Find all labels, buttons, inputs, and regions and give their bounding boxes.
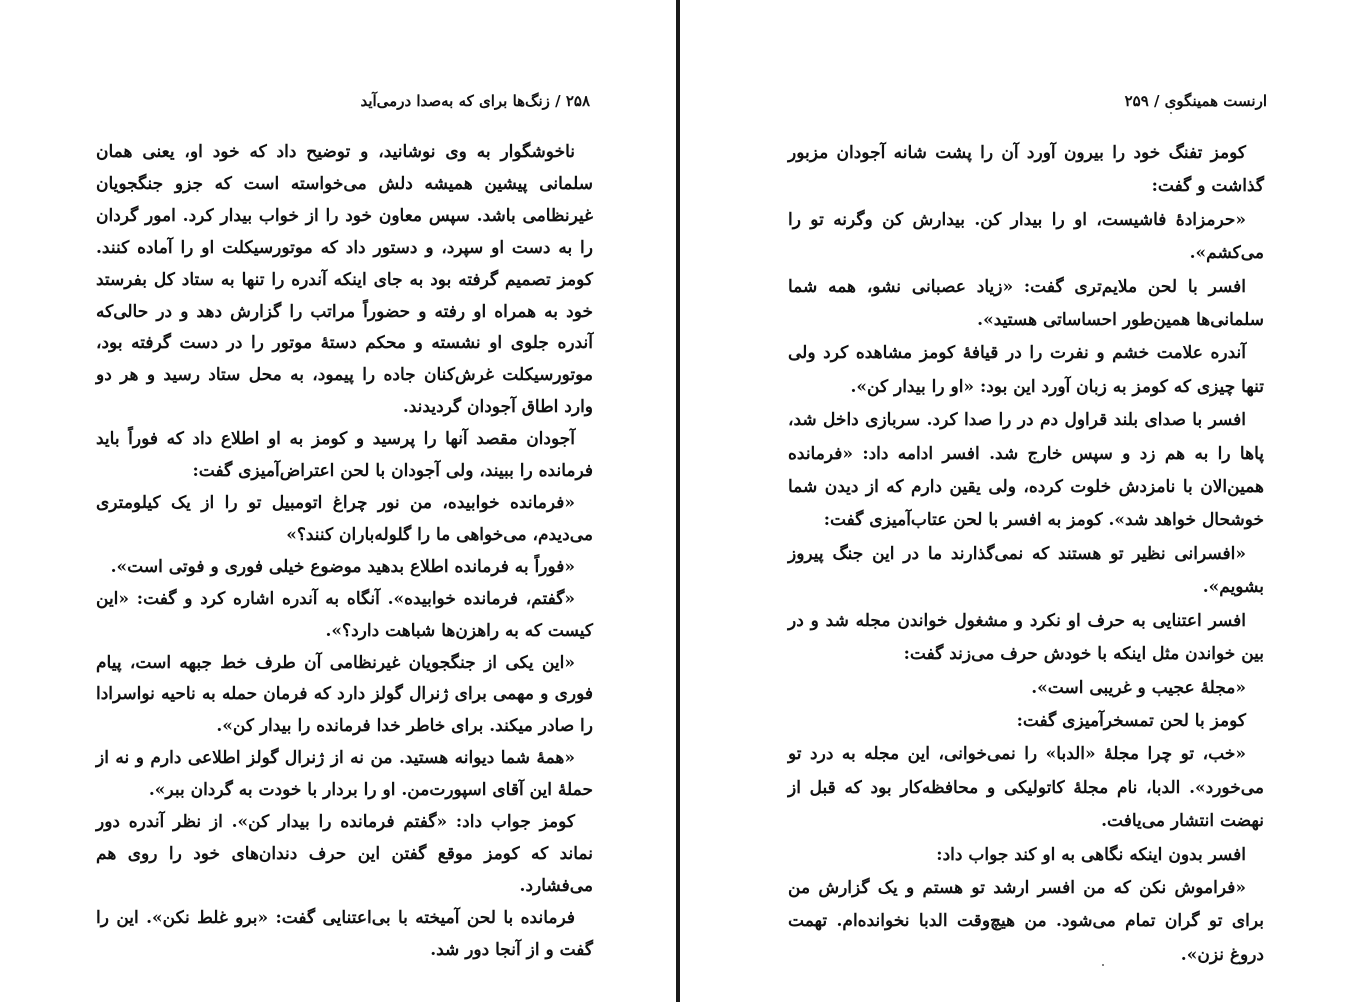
- left-page-header: ۲۵۸ / زنگ‌ها برای که به‌صدا درمی‌آید: [360, 92, 590, 110]
- paragraph: کومز تفنگ خود را بیرون آورد آن را پشت شانه آجودان مزبور گذاشت و گفت:: [788, 143, 1264, 197]
- paragraph: ناخوشگوار به وی نوشانید، و توضیح داد که خود او، یعنی همان سلمانی پیشین همیشه دلش می‌خواسته است که جزو جنگجویان غیرنظامی باشد. سپس معاون خود را از خواب بیدار کرد. امور گردان را به دست او سپرد، و دستور داد که موتورسیکلت او را آماده کنند. کومز تصمیم گرفته بود به جای اینکه آندره را تنها به ستاد کل بفرستد خود به همراه او رفته و حضوراً مراتب را گزارش دهد و در حالی‌که آندره جلوی او نشسته و محکم دستهٔ موتور را در دست گرفته بود، موتورسیکلت غرش‌کنان جاده را پیمود، به محل ستاد رسید و هر دو وارد اطاق آجودان گردیدند.: [96, 142, 593, 418]
- paragraph: افسر با لحن ملایم‌تری گفت: «زیاد عصبانی نشو، همه شما سلمانی‌ها همین‌طور احساساتی هستید».: [788, 276, 1264, 331]
- paragraph: «مجلهٔ عجیب و غریبی است».: [1031, 677, 1246, 698]
- paragraph: «فوراً به فرمانده اطلاع بدهید موضوع خیلی فوری و فوتی است».: [110, 556, 575, 577]
- paragraph: کومز جواب داد: «گفتم فرمانده را بیدار کن». از نظر آندره دور نماند که کومز موقع گفتن این حرف دندان‌های خود را روی هم می‌فشارد.: [96, 812, 593, 896]
- left-page: [0, 0, 676, 1002]
- paragraph: «افسرانی نظیر تو هستند که نمی‌گذارند ما در این جنگ پیروز بشویم».: [788, 543, 1264, 598]
- paragraph: «همهٔ شما دیوانه هستید. من نه از ژنرال گولز اطلاعی دارم و نه از حملهٔ این آقای اسپورت‌من. او را بردار با خودت به گردان ببر».: [96, 748, 593, 801]
- paragraph: «حرمزادهٔ فاشیست، او را بیدار کن. بیدارش کن وگرنه تو را می‌کشم».: [788, 209, 1264, 264]
- right-page-header: ارنست همینگوی / ۲۵۹: [1124, 92, 1267, 110]
- paragraph: «فراموش نکن که من افسر ارشد تو هستم و یک گزارش من برای تو گران تمام می‌شود. من هیچ‌وقت الدبا نخوانده‌ام. تهمت دروغ نزن».: [788, 877, 1264, 965]
- paragraph: «فرمانده خوابیده، من نور چراغ اتومبیل تو را از یک کیلومتری می‌دیدم، می‌خواهی ما را گلوله‌باران کنند؟»: [96, 492, 593, 545]
- paragraph: آجودان مقصد آنها را پرسید و کومز به او اطلاع داد که فوراً باید فرمانده را ببیند، ولی آجودان با لحن اعتراض‌آمیزی گفت:: [96, 429, 593, 482]
- paragraph: آندره علامت خشم و نفرت را در قیافهٔ کومز مشاهده کرد ولی تنها چیزی که کومز به زبان آورد این بود: «او را بیدار کن».: [788, 343, 1264, 397]
- paragraph: افسر بدون اینکه نگاهی به او کند جواب داد:: [936, 844, 1246, 865]
- left-page-body: [96, 137, 593, 967]
- right-page-body: [788, 137, 1264, 972]
- scan-speck: [1102, 964, 1104, 966]
- paragraph: «این یکی از جنگجویان غیرنظامی آن طرف خط جبهه است، پیام فوری و مهمی برای ژنرال گولز دارد که فرمان حمله به ناحیه نواسرادا را صادر میکند. برای خاطر خدا فرمانده را بیدار کن».: [96, 652, 593, 737]
- paragraph: فرمانده با لحن آمیخته با بی‌اعتنایی گفت: «برو غلط نکن». این را گفت و از آنجا دور شد.: [96, 907, 593, 960]
- paragraph: «خب، تو چرا مجلهٔ «الدبا» را نمی‌خوانی، این مجله به درد تو می‌خورد». الدبا، نام مجلهٔ کاتولیکی و محافظه‌کار بود که قبل از نهضت انتشار می‌یافت.: [788, 744, 1264, 832]
- paragraph: افسر با صدای بلند قراول دم در را صدا کرد. سربازی داخل شد، پاها را به هم زد و سپس خارج شد. افسر ادامه داد: «فرمانده همین‌الان با نامزدش خلوت کرده، ولی یقین دارم که از دیدن شما خوشحال خواهد شد». کومز به افسر با لحن عتاب‌آمیزی گفت:: [788, 410, 1264, 531]
- paragraph: افسر اعتنایی به حرف او نکرد و مشغول خواندن مجله شد و در بین خواندن مثل اینکه با خودش حرف می‌زند گفت:: [788, 610, 1264, 665]
- paragraph: کومز با لحن تمسخرآمیزی گفت:: [1016, 710, 1246, 731]
- right-page: [680, 0, 1353, 1002]
- paragraph: «گفتم، فرمانده خوابیده». آنگاه به آندره اشاره کرد و گفت: «این کیست که به راهزن‌ها شباهت دارد؟».: [96, 588, 593, 641]
- scan-speck: [1170, 112, 1172, 114]
